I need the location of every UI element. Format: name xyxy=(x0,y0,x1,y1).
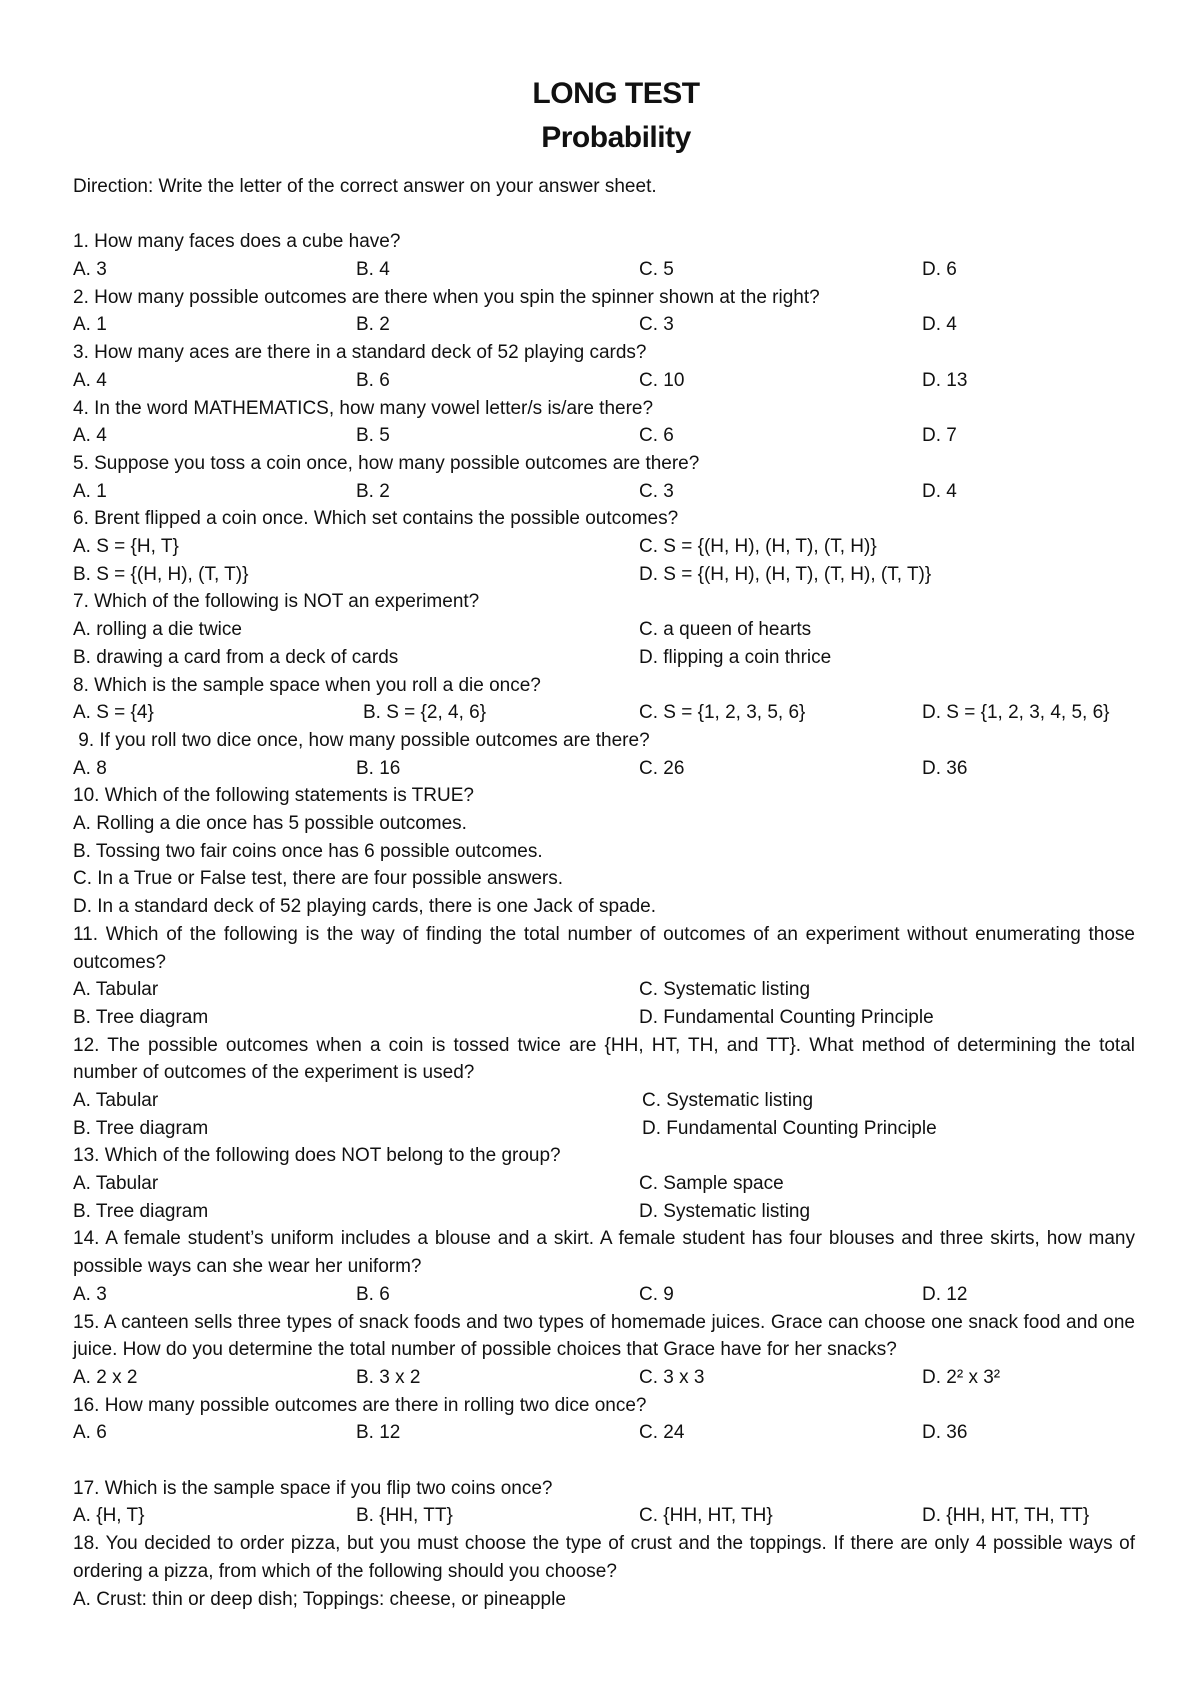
page-title: LONG TEST xyxy=(532,77,700,110)
option: C. a queen of hearts xyxy=(639,619,812,641)
options-row xyxy=(73,976,1135,1004)
option: A. 8 xyxy=(73,757,107,779)
option: A. 4 xyxy=(73,425,107,447)
option: D. Systematic listing xyxy=(639,1200,811,1222)
question-stem: 17. Which is the sample space if you flip two coins once? xyxy=(73,1477,553,1499)
option: B. 16 xyxy=(356,757,401,779)
question-stem: 16. How many possible outcomes are there in rolling two dice once? xyxy=(73,1394,647,1416)
option: D. {HH, HT, TH, TT} xyxy=(922,1505,1090,1527)
option: B. S = {2, 4, 6} xyxy=(363,702,487,724)
page-subtitle: Probability xyxy=(541,121,691,154)
option: A. 6 xyxy=(73,1422,107,1444)
question-stem: 18. You decided to order pizza, but you must choose the type of crust and the toppings. If there are only 4 possible ways of ordering a pizza, from which of the following should you choose? xyxy=(73,1533,1135,1582)
option: C. S = {(H, H), (H, T), (T, H)} xyxy=(639,536,877,558)
option: B. 2 xyxy=(356,314,390,336)
option: A. 3 xyxy=(73,1283,107,1305)
question-stem: 11. Which of the following is the way of finding the total number of outcomes of an experiment without enumerating those outcomes? xyxy=(73,923,1135,973)
option: B. S = {(H, H), (T, T)} xyxy=(73,563,249,585)
option: D. S = {1, 2, 3, 4, 5, 6} xyxy=(922,702,1110,724)
question-stem: 8. Which is the sample space when you roll a die once? xyxy=(73,674,541,696)
option: C. 3 xyxy=(639,480,674,502)
question-stem: 14. A female student’s uniform includes a blouse and a skirt. A female student has four blouses and three skirts, how many possible ways can she wear her uniform? xyxy=(73,1228,1135,1278)
option: A. rolling a die twice xyxy=(73,619,242,641)
option: C. Sample space xyxy=(639,1173,784,1195)
option: D. Fundamental Counting Principle xyxy=(642,1117,937,1139)
option: C. 5 xyxy=(639,259,674,281)
option: D. 4 xyxy=(922,314,957,336)
option: A. 1 xyxy=(73,480,107,502)
options-row xyxy=(73,1170,1135,1198)
option: A. S = {H, T} xyxy=(73,536,179,558)
option: B. Tree diagram xyxy=(73,1200,209,1222)
option: A. Crust: thin or deep dish; Toppings: cheese, or pineapple xyxy=(73,1588,566,1610)
options-row xyxy=(73,644,1135,672)
option: C. 3 x 3 xyxy=(639,1366,705,1388)
option: B. Tree diagram xyxy=(73,1006,209,1028)
option: C. 6 xyxy=(639,425,674,447)
option: A. 2 x 2 xyxy=(73,1366,138,1388)
option: B. 4 xyxy=(356,259,390,281)
option: B. 6 xyxy=(356,1283,390,1305)
direction-text: Direction: Write the letter of the correct answer on your answer sheet. xyxy=(73,176,657,197)
option: C. 10 xyxy=(639,369,685,391)
option: C. Systematic listing xyxy=(639,979,811,1001)
options-row xyxy=(73,699,1135,727)
option: D. 2² x 3² xyxy=(922,1366,1001,1388)
option: A. S = {4} xyxy=(73,702,154,724)
option: B. Tossing two fair coins once has 6 possible outcomes. xyxy=(73,840,543,862)
option: D. 7 xyxy=(922,425,957,447)
options-row xyxy=(73,755,1135,783)
option: D. In a standard deck of 52 playing cards, there is one Jack of spade. xyxy=(73,896,657,918)
options-row xyxy=(73,1502,1135,1530)
option: B. 5 xyxy=(356,425,390,447)
option: B. drawing a card from a deck of cards xyxy=(73,646,399,668)
option: A. 3 xyxy=(73,259,107,281)
question-stem: 5. Suppose you toss a coin once, how many possible outcomes are there? xyxy=(73,452,700,474)
option: D. S = {(H, H), (H, T), (T, H), (T, T)} xyxy=(639,563,932,585)
options-row xyxy=(73,311,1135,339)
option: B. 2 xyxy=(356,480,390,502)
options-row xyxy=(73,1281,1135,1309)
question-stem: 4. In the word MATHEMATICS, how many vowel letter/s is/are there? xyxy=(73,397,654,419)
option: B. 6 xyxy=(356,369,390,391)
question-stem: 1. How many faces does a cube have? xyxy=(73,231,401,253)
option: A. Tabular xyxy=(73,1089,159,1111)
option: D. flipping a coin thrice xyxy=(639,646,832,668)
option: A. Tabular xyxy=(73,1173,159,1195)
options-row xyxy=(73,561,1135,589)
options-row xyxy=(73,422,1135,450)
option: D. 6 xyxy=(922,259,957,281)
options-row xyxy=(73,1087,1135,1115)
options-row xyxy=(73,478,1135,506)
test-document xyxy=(73,72,1135,1613)
question-stem: 7. Which of the following is NOT an experiment? xyxy=(73,591,480,613)
option: C. 9 xyxy=(639,1283,674,1305)
option: C. Systematic listing xyxy=(642,1089,814,1111)
option: C. 26 xyxy=(639,757,685,779)
option: C. 3 xyxy=(639,314,674,336)
options-row xyxy=(73,367,1135,395)
options-row xyxy=(73,1419,1135,1447)
question-stem: 10. Which of the following statements is TRUE? xyxy=(73,785,474,807)
question-stem: 2. How many possible outcomes are there when you spin the spinner shown at the right? xyxy=(73,286,820,308)
option: A. 4 xyxy=(73,369,107,391)
option: C. S = {1, 2, 3, 5, 6} xyxy=(639,702,806,724)
option: C. 24 xyxy=(639,1422,685,1444)
options-row xyxy=(73,1364,1135,1392)
options-row xyxy=(73,616,1135,644)
options-row xyxy=(73,1004,1135,1032)
question-stem: 3. How many aces are there in a standard deck of 52 playing cards? xyxy=(73,342,647,364)
option: D. Fundamental Counting Principle xyxy=(639,1006,934,1028)
option: D. 13 xyxy=(922,369,968,391)
options-row xyxy=(73,533,1135,561)
question-stem: 12. The possible outcomes when a coin is tossed twice are {HH, HT, TH, and TT}. What method of determining the total number of outcomes of the experiment is used? xyxy=(73,1034,1135,1084)
option: C. {HH, HT, TH} xyxy=(639,1505,773,1527)
option: D. 12 xyxy=(922,1283,968,1305)
option: A. Tabular xyxy=(73,979,159,1001)
option: A. 1 xyxy=(73,314,107,336)
option: A. Rolling a die once has 5 possible outcomes. xyxy=(73,812,467,834)
option: A. {H, T} xyxy=(73,1505,145,1527)
question-stem: 13. Which of the following does NOT belong to the group? xyxy=(73,1145,561,1167)
question-stem: 6. Brent flipped a coin once. Which set contains the possible outcomes? xyxy=(73,508,679,530)
option: D. 4 xyxy=(922,480,957,502)
question-stem: 9. If you roll two dice once, how many possible outcomes are there? xyxy=(73,729,650,751)
options-row xyxy=(73,1198,1135,1226)
option: B. 3 x 2 xyxy=(356,1366,421,1388)
option: C. In a True or False test, there are four possible answers. xyxy=(73,868,564,890)
option: D. 36 xyxy=(922,757,968,779)
options-row xyxy=(73,1115,1135,1143)
option: B. {HH, TT} xyxy=(356,1505,453,1527)
option: B. Tree diagram xyxy=(73,1117,209,1139)
question-stem: 15. A canteen sells three types of snack foods and two types of homemade juices. Grace can choose one snack food and one juice. How do you determine the total number of possible choices that Grace have for her snacks? xyxy=(73,1311,1135,1361)
options-row xyxy=(73,256,1135,284)
option: B. 12 xyxy=(356,1422,401,1444)
option: D. 36 xyxy=(922,1422,968,1444)
